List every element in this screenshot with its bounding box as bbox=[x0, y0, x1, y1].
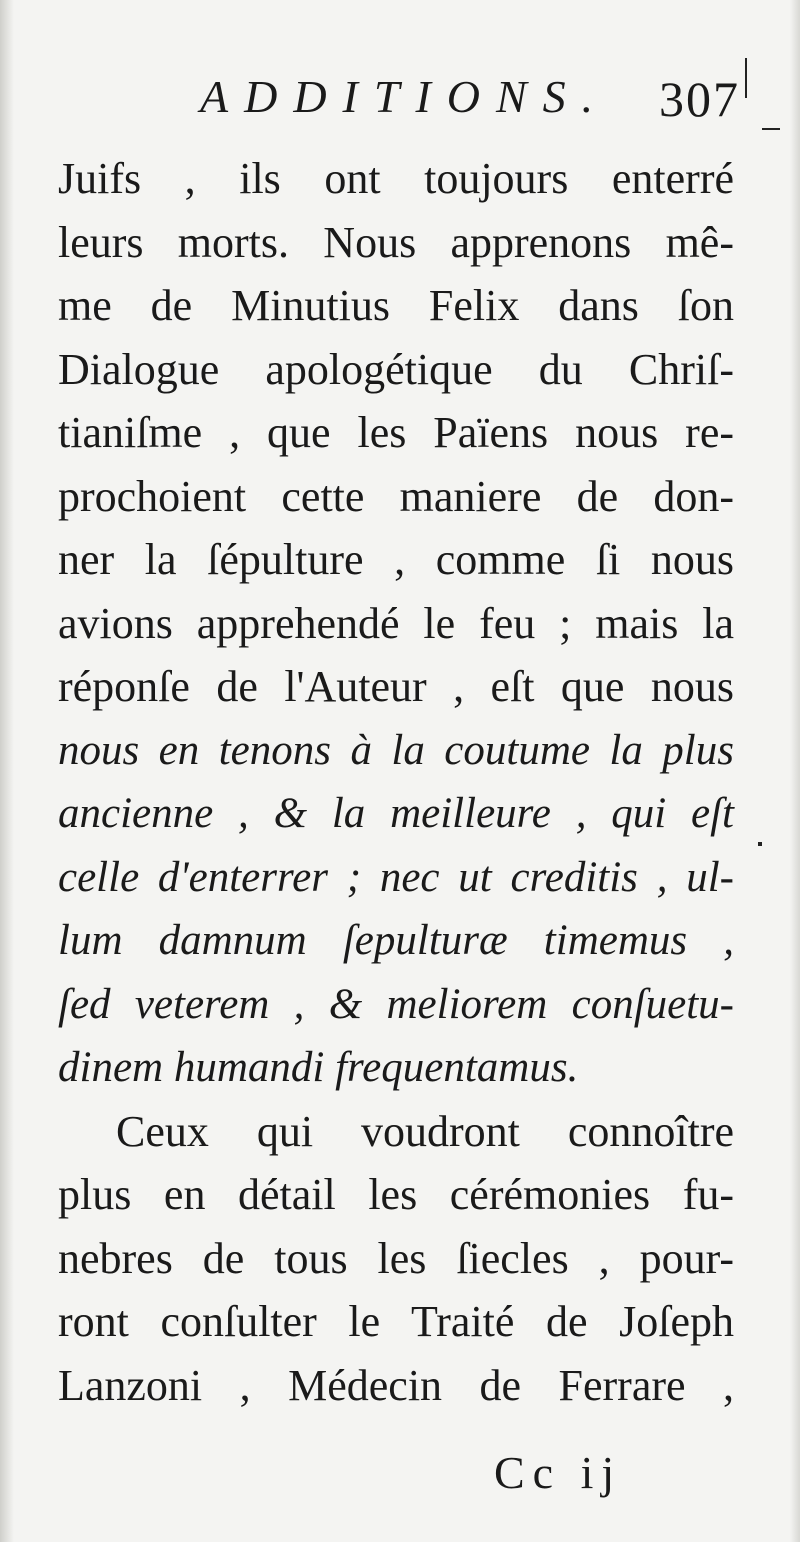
italic-quote-line: nous en tenons à la coutume la plus bbox=[58, 726, 734, 774]
text-line: ront conſulter le Traité de Joſeph bbox=[58, 1297, 734, 1346]
text-line: leurs morts. Nous apprenons mê- bbox=[58, 217, 734, 267]
page-number: 307 bbox=[659, 71, 740, 127]
text-line: Juifs , ils ont toujours enterré bbox=[58, 154, 734, 203]
page-edge-right bbox=[790, 0, 800, 1542]
scan-mark bbox=[762, 128, 780, 130]
italic-quote-line: lum damnum ſepulturæ timemus , bbox=[58, 917, 734, 964]
signature-mark: Cc ij bbox=[494, 1447, 623, 1498]
italic-quote-line: ſed veterem , & meliorem conſuetu- bbox=[58, 980, 734, 1028]
text-line: plus en détail les cérémonies fu- bbox=[58, 1170, 734, 1219]
italic-quote-line: ancienne , & la meilleure , qui eſt bbox=[58, 790, 734, 837]
page-edge-left bbox=[0, 0, 14, 1542]
text-line: prochoient cette maniere de don- bbox=[58, 471, 734, 521]
running-head: ADDITIONS. bbox=[200, 71, 610, 122]
scan-mark bbox=[745, 58, 747, 98]
paragraph-first-line: Ceux qui voudront connoître bbox=[116, 1106, 734, 1156]
text-line: Lanzoni , Médecin de Ferrare , bbox=[58, 1360, 734, 1410]
text-line: nebres de tous les ſiecles , pour- bbox=[58, 1233, 734, 1283]
text-line: me de Minutius Felix dans ſon bbox=[58, 281, 734, 330]
scan-mark bbox=[758, 842, 762, 846]
text-line: tianiſme , que les Païens nous re- bbox=[58, 408, 734, 457]
text-line: avions apprehendé le feu ; mais la bbox=[58, 598, 734, 648]
text-line: Dialogue apologétique du Chriſ- bbox=[58, 344, 734, 394]
italic-quote-line: celle d'enterrer ; nec ut creditis , ul- bbox=[58, 853, 734, 901]
page-header bbox=[200, 70, 740, 132]
italic-quote-line: dinem humandi frequentamus. bbox=[58, 1044, 579, 1091]
body-text bbox=[58, 147, 734, 1417]
text-line: réponſe de l'Auteur , eſt que nous bbox=[58, 662, 734, 711]
text-line: ner la ſépulture , comme ſi nous bbox=[58, 535, 734, 584]
